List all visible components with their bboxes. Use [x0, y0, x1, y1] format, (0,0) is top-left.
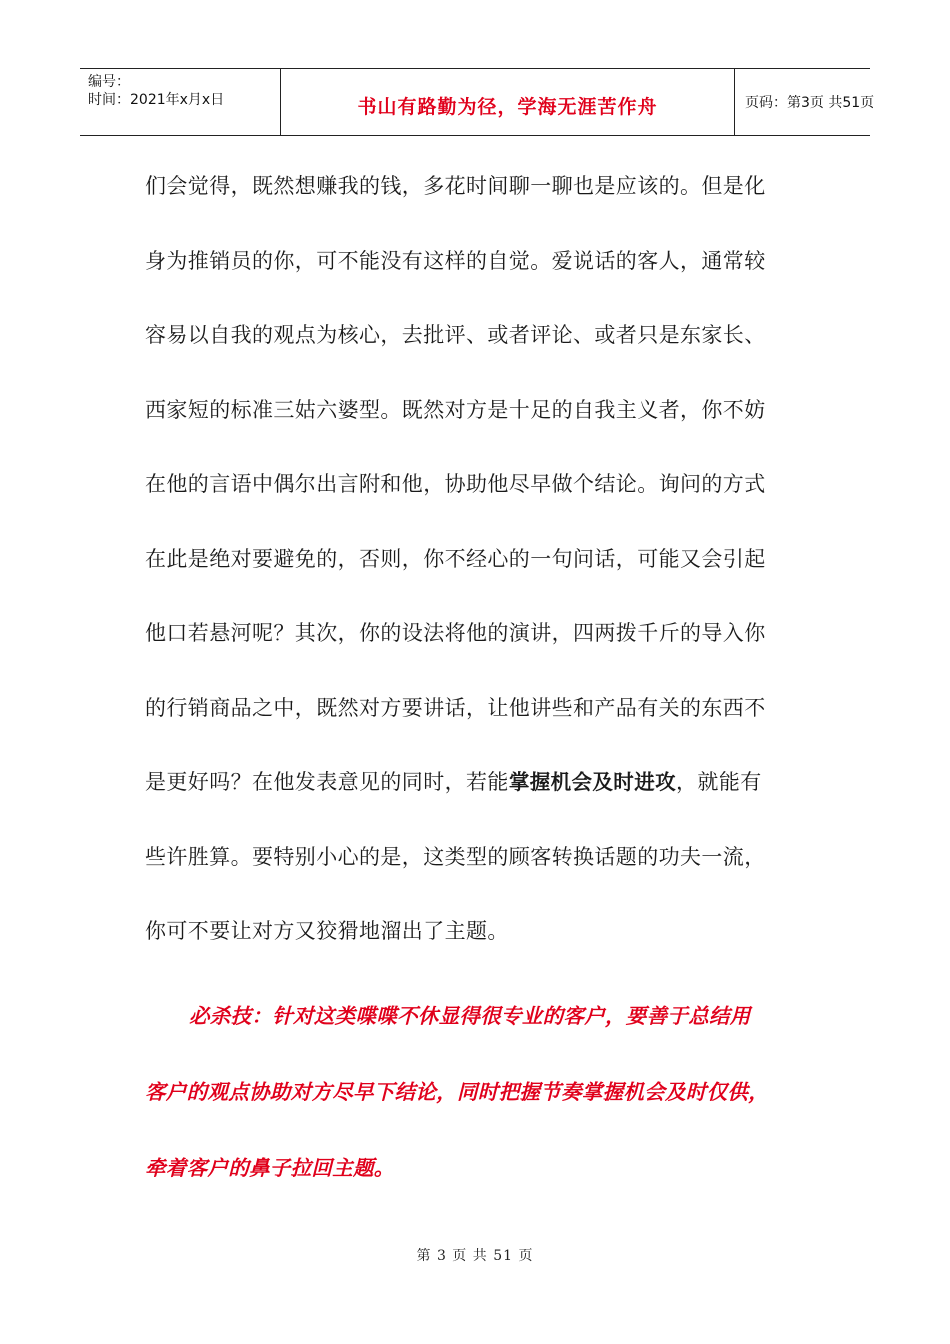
header-page-number: 页码：第3页 共51页 — [745, 95, 875, 111]
header-motto-cell — [280, 69, 735, 135]
body-line: 西家短的标准三姑六婆型。既然对方是十足的自我主义者，你不妨 — [145, 397, 766, 422]
body-line: 在此是绝对要避免的，否则，你不经心的一句问话，可能又会引起 — [145, 546, 766, 571]
tip-line: 客户的观点协助对方尽早下结论，同时把握节奏掌握机会及时仅供， — [145, 1080, 769, 1104]
body-line: 们会觉得，既然想赚我的钱，多花时间聊一聊也是应该的。但是化 — [145, 174, 766, 198]
body-text — [145, 167, 825, 987]
body-line: 在他的言语中偶尔出言附和他，协助他尽早做个结论。询问的方式 — [145, 472, 766, 496]
document-date-label: 时间：2021年x月x日 — [88, 92, 225, 108]
body-line: 你可不要让对方又狡猾地溜出了主题。 — [145, 919, 509, 943]
body-line: 些许胜算。要特别小心的是，这类型的顾客转换话题的功夫一流， — [145, 844, 766, 869]
header-right-cell — [735, 69, 875, 135]
body-line-with-emphasis — [145, 763, 825, 838]
header-motto: 书山有路勤为径，学海无涯苦作舟 — [357, 96, 658, 118]
key-tip — [145, 997, 835, 1225]
tip-line: 必杀技：针对这类喋喋不休显得很专业的客户，要善于总结用 — [189, 1004, 751, 1028]
body-line: 容易以自我的观点为核心，去批评、或者评论、或者只是东家长、 — [145, 323, 766, 347]
body-text-segment: ，就能有 — [676, 770, 762, 794]
body-line: 身为推销员的你，可不能没有这样的自觉。爱说话的客人，通常较 — [145, 248, 766, 273]
page-footer: 第 3 页 共 51 页 — [416, 1248, 534, 1264]
body-line: 他口若悬河呢？其次，你的设法将他的演讲，四两拨千斤的导入你 — [145, 621, 766, 645]
document-number-label: 编号： — [88, 74, 130, 90]
header-left-cell — [80, 69, 280, 135]
emphasized-phrase: 掌握机会及时进攻 — [508, 770, 677, 794]
body-text-segment: 是更好吗？在他发表意见的同时，若能 — [145, 770, 509, 794]
body-line: 的行销商品之中，既然对方要讲话，让他讲些和产品有关的东西不 — [145, 695, 766, 720]
document-header — [80, 68, 875, 136]
tip-line: 牵着客户的鼻子拉回主题。 — [145, 1156, 395, 1180]
